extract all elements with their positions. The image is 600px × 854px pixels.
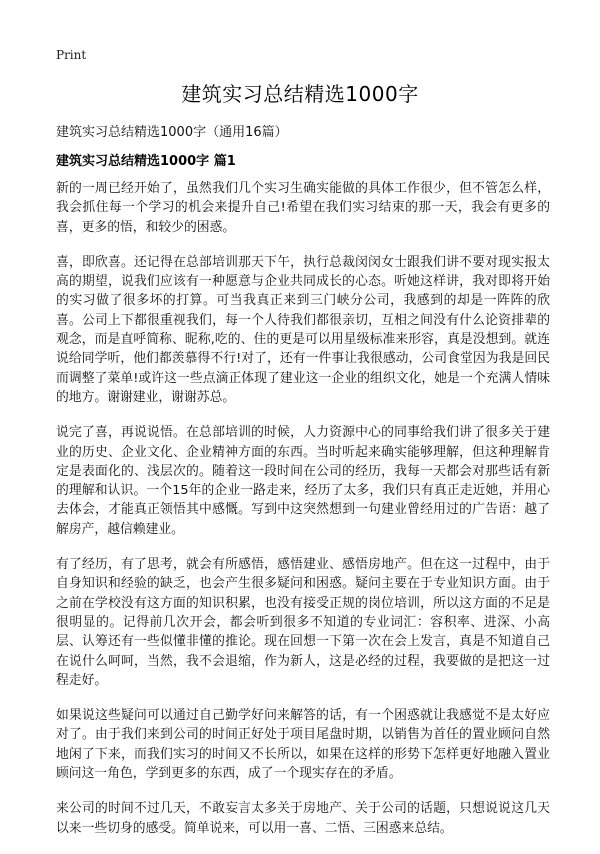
section-heading: 建筑实习总结精选1000字 篇1: [56, 154, 236, 169]
paragraph: 新的一周已经开始了，虽然我们几个实习生确实能做的具体工作很少，但不管怎么样，我会抓住每一个学习的机会来提升自己!希望在我们实习结束的那一天，我会有更多的喜，更多的悟，和较少的困惑。: [56, 181, 550, 235]
paragraph: 有了经历，有了思考，就会有所感悟，感悟建业、感悟房地产。但在这一过程中，由于自身知识和经验的缺乏，也会产生很多疑问和困惑。疑问主要在于专业知识方面。由于之前在学校没有这方面的知识积累，也没有接受正规的岗位培训，所以这方面的不足是很明显的。记得前几次开会，都会听到很多不知道的专业词汇：容积率、进深、小高层、认筹还有一些似懂非懂的推论。现在回想一下第一次在会上发言，真是不知道自己在说什么呵呵，当然，我不会退缩，作为新人，这是必经的过程，我要做的是把这一过程走好。: [56, 557, 550, 688]
article-body: [56, 179, 550, 854]
paragraph: 来公司的时间不过几天，不敢妄言太多关于房地产、关于公司的话题，只想说说这几天以来一些切身的感受。简单说来，可以用一喜、二悟、三困惑来总结。: [56, 801, 550, 836]
document-subtitle: 建筑实习总结精选1000字（通用16篇）: [56, 125, 288, 140]
page-title: 建筑实习总结精选1000字: [181, 82, 419, 106]
print-link[interactable]: Print: [56, 48, 87, 62]
paragraph: 说完了喜，再说说悟。在总部培训的时候，人力资源中心的同事给我们讲了很多关于建业的历史、企业文化、企业精神方面的东西。当时听起来确实能够理解，但这种理解肯定是表面化的、浅层次的。随着这一段时间在公司的经历，我每一天都会对那些话有新的理解和认识。一个15年的企业一路走来，经历了太多，我们只有真正走近她，并用心去体会，才能真正领悟其中感慨。写到中这突然想到一句建业曾经用过的广告语：越了解房产，越信赖建业。: [56, 425, 550, 537]
paragraph: 喜，即欣喜。还记得在总部培训那天下午，执行总裁闵闵女士跟我们讲不要对现实报太高的期望，说我们应该有一种愿意与企业共同成长的心态。听她这样讲，我对即将开始的实习做了很多坏的打算。可当我真正来到三门峡分公司，我感到的却是一阵阵的欣喜。公司上下都很重视我们，每一个人待我们都很亲切，互相之间没有什么论资排辈的观念，而是直呼简称、昵称,吃的、住的更是可以用星级标准来形容，真是没想到。就连说给同学听，他们都羡慕得不行!对了，还有一件事让我很感动，公司食堂因为我是回民而调整了菜单!或许这一些点滴正体现了建业这一企业的组织文化，她是一个充满人情味的地方。谢谢建业，谢谢苏总。: [56, 254, 550, 405]
paragraph: 如果说这些疑问可以通过自己勤学好问来解答的话，有一个困惑就让我感觉不是太好应对了。由于我们来到公司的时间正好处于项目尾盘时期，以销售为首任的置业顾问自然地闲了下来，而我们实习的时间又不长所以，如果在这样的形势下怎样更好地融入置业顾问这一角色，学到更多的东西，成了一个现实存在的矛盾。: [56, 708, 550, 782]
